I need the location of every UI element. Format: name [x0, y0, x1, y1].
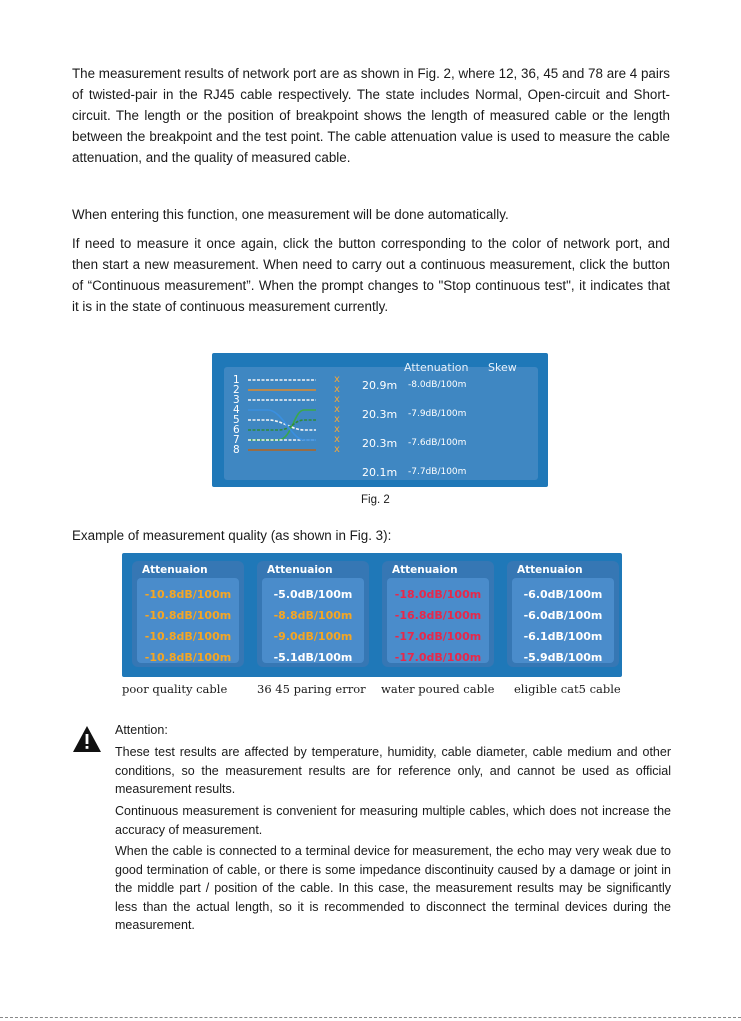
quality-value: -10.8dB/100m	[144, 609, 232, 622]
auto-measure-paragraph: When entering this function, one measurement will be done automatically.	[72, 207, 509, 222]
quality-value: -5.1dB/100m	[273, 651, 353, 664]
quality-label-pairing-error: 36 45 paring error	[257, 682, 366, 696]
warning-triangle-icon	[72, 725, 102, 753]
quality-value: -5.9dB/100m	[523, 651, 603, 664]
fig2-pair-length: 20.9m	[362, 379, 398, 392]
fig2-status-mark: x	[334, 444, 340, 455]
quality-value: -5.0dB/100m	[273, 588, 353, 601]
fig2-pin-7: 7	[233, 434, 240, 446]
fig2-pin-3: 3	[233, 394, 240, 406]
fig3-quality-examples	[122, 553, 622, 677]
quality-panel-poor	[132, 561, 244, 667]
fig2-status-mark: x	[334, 374, 340, 385]
quality-label-eligible: eligible cat5 cable	[514, 682, 621, 696]
quality-value: -10.8dB/100m	[144, 630, 232, 643]
fig2-status-mark: x	[334, 414, 340, 425]
quality-panel-title: Attenuaion	[142, 564, 208, 576]
fig2-wire-blue-pair	[248, 410, 316, 440]
quality-value: -6.1dB/100m	[523, 630, 603, 643]
fig2-pair-attenuation: -7.9dB/100m	[408, 409, 467, 419]
quality-panel-pairing-error	[257, 561, 369, 667]
quality-value: -10.8dB/100m	[144, 651, 232, 664]
quality-panel-title: Attenuaion	[392, 564, 458, 576]
fig2-pair-length: 20.1m	[362, 466, 398, 479]
fig2-pin-5: 5	[233, 414, 240, 426]
quality-value: -6.0dB/100m	[523, 588, 603, 601]
fig2-pin-8: 8	[233, 444, 240, 456]
quality-value: -18.0dB/100m	[394, 588, 482, 601]
quality-value: -10.8dB/100m	[144, 588, 232, 601]
fig2-status-mark: x	[334, 434, 340, 445]
quality-value: -16.8dB/100m	[394, 609, 482, 622]
fig2-pin-6: 6	[233, 424, 240, 436]
fig2-wire-4	[248, 410, 316, 440]
fig2-wire-5	[248, 420, 316, 430]
fig2-caption: Fig. 2	[361, 494, 390, 506]
fig2-pair-attenuation: -7.7dB/100m	[408, 467, 467, 477]
fig3-intro: Example of measurement quality (as shown in Fig. 3):	[72, 528, 392, 543]
fig2-measurement-screen	[212, 353, 548, 487]
quality-panel-title: Attenuaion	[517, 564, 583, 576]
quality-value: -9.0dB/100m	[273, 630, 353, 643]
fig2-header-attenuation: Attenuation	[404, 361, 469, 374]
fig2-status-mark: x	[334, 404, 340, 415]
fig2-pair-attenuation: -8.0dB/100m	[408, 380, 467, 390]
quality-value: -17.0dB/100m	[394, 651, 482, 664]
quality-value: -8.8dB/100m	[273, 609, 353, 622]
page-footer-divider	[0, 1017, 741, 1018]
fig2-status-mark: x	[334, 394, 340, 405]
fig2-status-mark: x	[334, 424, 340, 435]
remeasure-paragraph: If need to measure it once again, click the button corresponding to the color of network port, and then start a new measurement. When need to carry out a continuous measurement, click the button of “Continuous measurement”. When the prompt changes to "Stop continuous test", it indicates that it is in the state of continuous measurement currently.	[72, 236, 670, 314]
fig2-pair-length: 20.3m	[362, 437, 398, 450]
quality-label-poor: poor quality cable	[122, 682, 228, 696]
fig2-pin-1: 1	[233, 374, 240, 386]
attention-paragraph-continuous: Continuous measurement is convenient for measuring multiple cables, which does not increase the accuracy of measurement.	[115, 804, 671, 837]
fig2-header-skew: Skew	[488, 361, 517, 374]
attention-heading: Attention:	[115, 723, 168, 737]
fig2-pin-4: 4	[233, 404, 240, 416]
attention-paragraph-conditions: These test results are affected by temperature, humidity, cable diameter, cable medium and other conditions, so the measurement results are for reference only, and cannot be used as official measurement results.	[115, 745, 671, 796]
intro-paragraph: The measurement results of network port are as shown in Fig. 2, where 12, 36, 45 and 78 are 4 pairs of twisted-pair in the RJ45 cable respectively. The state includes Normal, Open-circuit and Short- circuit. The length or the position of breakpoint shows the length of measured cable or the length between the breakpoint and the test point. The cable attenuation value is used to measure the cable attenuation, and the quality of measured cable.	[72, 66, 670, 165]
fig2-wire-6	[248, 420, 316, 430]
fig2-pair-attenuation: -7.6dB/100m	[408, 438, 467, 448]
quality-panel-eligible	[507, 561, 619, 667]
quality-value: -17.0dB/100m	[394, 630, 482, 643]
fig2-pair-length: 20.3m	[362, 408, 398, 421]
quality-panel-title: Attenuaion	[267, 564, 333, 576]
quality-panel-water	[382, 561, 494, 667]
quality-value: -6.0dB/100m	[523, 609, 603, 622]
fig2-status-mark: x	[334, 384, 340, 395]
quality-label-water: water poured cable	[381, 682, 495, 696]
fig2-pin-2: 2	[233, 384, 240, 396]
attention-paragraph-terminal: When the cable is connected to a terminal device for measurement, the echo may very weak due to good termination of cable, or there is some impedance discontinuity caused by a damage or joint in the middle part / position of the cable. In this case, the measurement results may be significantly less than the actual length, so it is recommended to disconnect the terminal devices during the measurement.	[115, 844, 671, 932]
